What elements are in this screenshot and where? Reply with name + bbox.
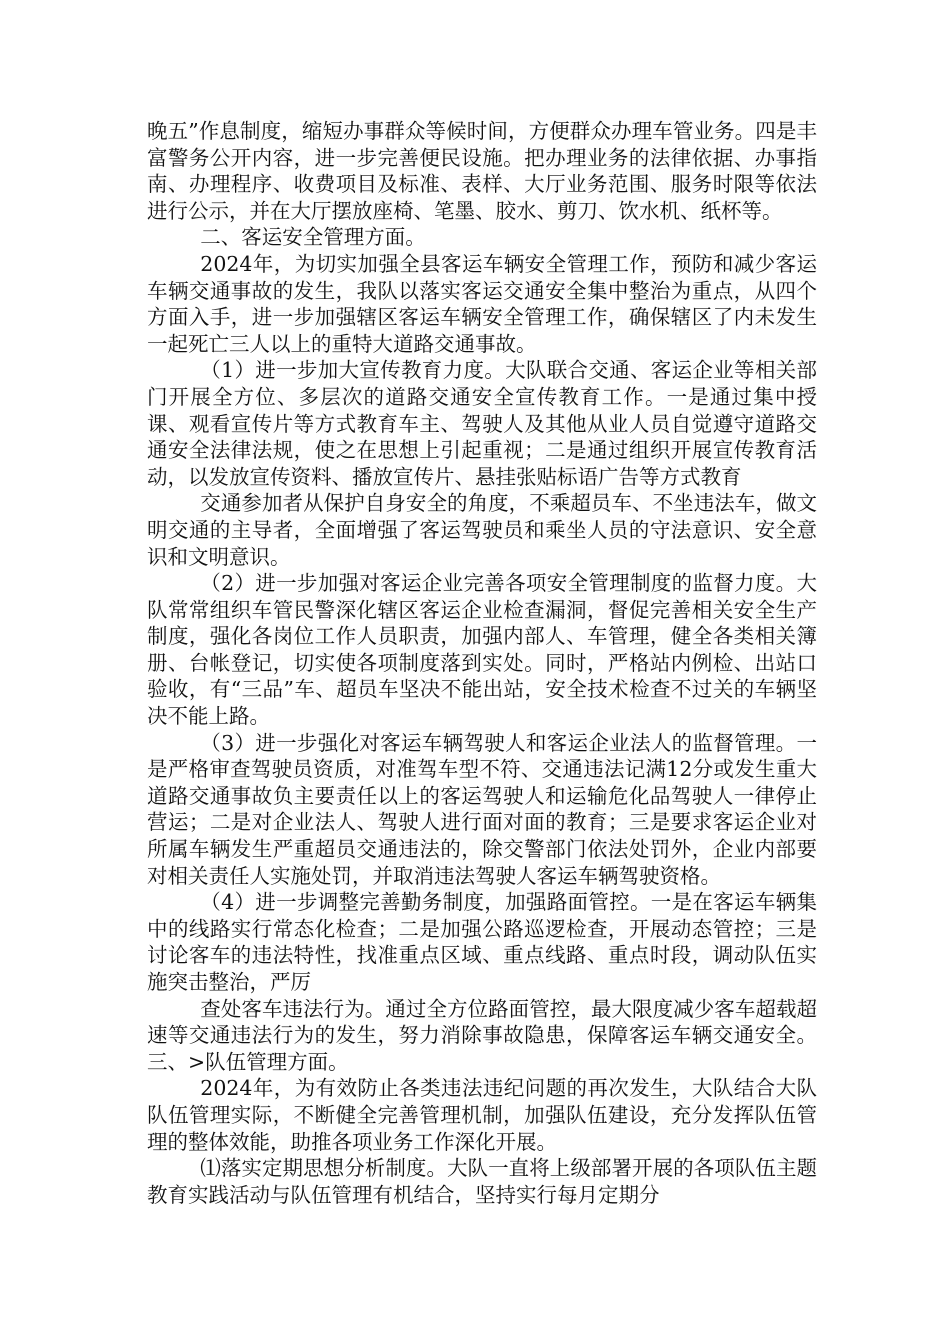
paragraph: 晚五”作息制度，缩短办事群众等候时间，方便群众办理车管业务。四是丰富警务公开内容，进一步完善便民设施。把办理业务的法律依据、办事指南、办理程序、收费项目及标准、表样、大厅业务范围、服务时限等依法进行公示，并在大厅摆放座椅、笔墨、胶水、剪刀、饮水机、纸杯等。 <box>147 119 817 223</box>
paragraph: 交通参加者从保护自身安全的角度，不乘超员车、不坐违法车，做文明交通的主导者，全面增强了客运驾驶员和乘坐人员的守法意识、安全意识和文明意识。 <box>147 491 817 569</box>
paragraph: （3）进一步强化对客运车辆驾驶人和客运企业法人的监督管理。一是严格审查驾驶员资质，对准驾车型不符、交通违法记满12分或发生重大道路交通事故负主要责任以上的客运驾驶人和运输危化品驾驶人一律停止营运；二是对企业法人、驾驶人进行面对面的教育；三是要求客运企业对所属车辆发生严重超员交通违法的，除交警部门依法处罚外，企业内部要对相关责任人实施处罚，并取消违法驾驶人客运车辆驾驶资格。 <box>147 730 817 888</box>
paragraph: ⑴落实定期思想分析制度。大队一直将上级部署开展的各项队伍主题教育实践活动与队伍管理有机结合，坚持实行每月定期分 <box>147 1156 817 1207</box>
paragraph: （1）进一步加大宣传教育力度。大队联合交通、客运企业等相关部门开展全方位、多层次的道路交通安全宣传教育工作。一是通过集中授课、观看宣传片等方式教育车主、驾驶人及其他从业人员自觉遵守道路交通安全法律法规，使之在思想上引起重视；二是通过组织开展宣传教育活动，以发放宣传资料、播放宣传片、悬挂张贴标语广告等方式教育 <box>147 358 817 489</box>
paragraph: （2）进一步加强对客运企业完善各项安全管理制度的监督力度。大队常常组织车管民警深化辖区客运企业检查漏洞，督促完善相关安全生产制度，强化各岗位工作人员职责，加强内部人、车管理，健全各类相关簿册、台帐登记，切实使各项制度落到实处。同时，严格站内例检、出站口验收，有“三品”车、超员车坚决不能出站，安全技术检查不过关的车辆坚决不能上路。 <box>147 571 817 729</box>
paragraph: （4）进一步调整完善勤务制度，加强路面管控。一是在客运车辆集中的线路实行常态化检查；二是加强公路巡逻检查，开展动态管控；三是讨论客车的违法特性，找准重点区域、重点线路、重点时段，调动队伍实施突击整治，严厉 <box>147 890 817 994</box>
paragraph: 查处客车违法行为。通过全方位路面管控，最大限度减少客车超载超速等交通违法行为的发生，努力消除事故隐患，保障客运车辆交通安全。三、>队伍管理方面。 <box>147 996 817 1074</box>
paragraph: 2024年，为切实加强全县客运车辆安全管理工作，预防和减少客运车辆交通事故的发生，我队以落实客运交通安全集中整治为重点，从四个方面入手，进一步加强辖区客运车辆安全管理工作，确保辖区了内未发生一起死亡三人以上的重特大道路交通事故。 <box>147 251 817 356</box>
document-body <box>147 118 817 1208</box>
paragraph: 2024年，为有效防止各类违法违纪问题的再次发生，大队结合大队队伍管理实际，不断健全完善管理机制，加强队伍建设，充分发挥队伍管理的整体效能，助推各项业务工作深化开展。 <box>147 1076 817 1154</box>
section-heading: 二、客运安全管理方面。 <box>200 225 426 250</box>
